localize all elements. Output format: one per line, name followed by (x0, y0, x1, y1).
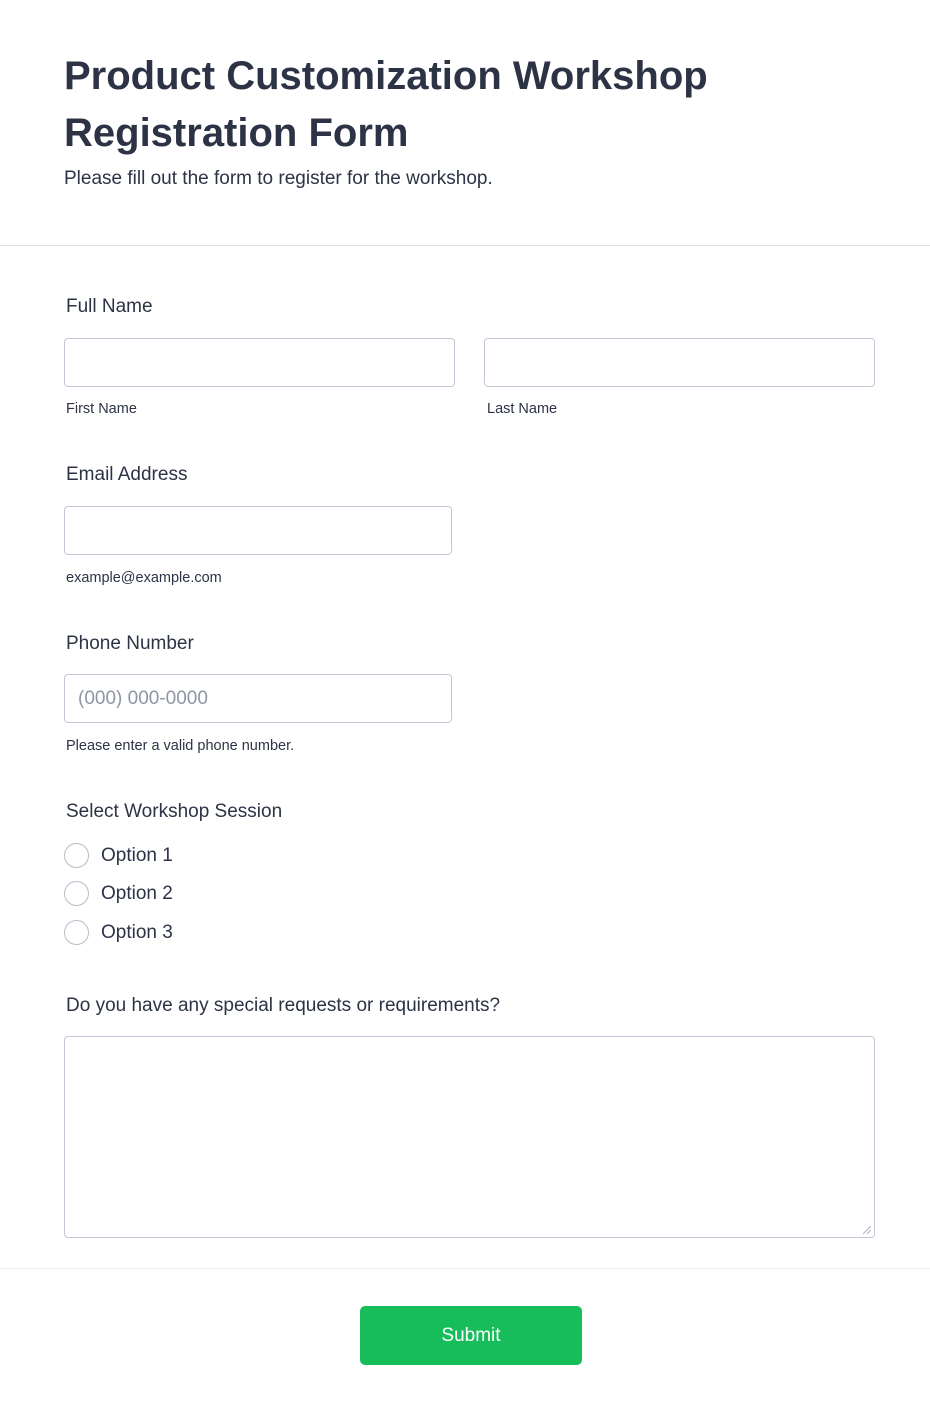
session-option-3[interactable] (64, 920, 173, 945)
session-option-2[interactable] (64, 881, 173, 906)
radio-button[interactable] (64, 881, 89, 906)
email-sublabel: example@example.com (66, 570, 222, 586)
submit-button[interactable]: Submit (360, 1306, 582, 1365)
radio-button[interactable] (64, 843, 89, 868)
option-label: Option 1 (101, 844, 173, 866)
session-option-1[interactable] (64, 843, 173, 868)
page-subtitle: Please fill out the form to register for the workshop. (64, 168, 493, 189)
phone-placeholder: (000) 000-0000 (78, 688, 208, 709)
radio-button[interactable] (64, 920, 89, 945)
email-label: Email Address (66, 464, 188, 485)
last-name-input[interactable] (484, 338, 875, 387)
session-label: Select Workshop Session (66, 801, 283, 822)
phone-label: Phone Number (66, 633, 194, 654)
requests-label: Do you have any special requests or requirements? (66, 995, 501, 1016)
first-name-input[interactable] (64, 338, 455, 387)
option-label: Option 2 (101, 882, 173, 904)
page-title: Product Customization Workshop Registration Form (64, 54, 708, 155)
email-input[interactable] (64, 506, 452, 555)
phone-sublabel: Please enter a valid phone number. (66, 738, 295, 754)
header-divider (0, 245, 930, 246)
requests-textarea[interactable] (64, 1036, 875, 1238)
resize-handle-icon[interactable] (863, 1226, 871, 1234)
full-name-label: Full Name (66, 296, 153, 317)
first-name-sublabel: First Name (66, 401, 137, 417)
last-name-sublabel: Last Name (487, 401, 558, 417)
footer-divider (0, 1268, 930, 1269)
option-label: Option 3 (101, 921, 173, 943)
